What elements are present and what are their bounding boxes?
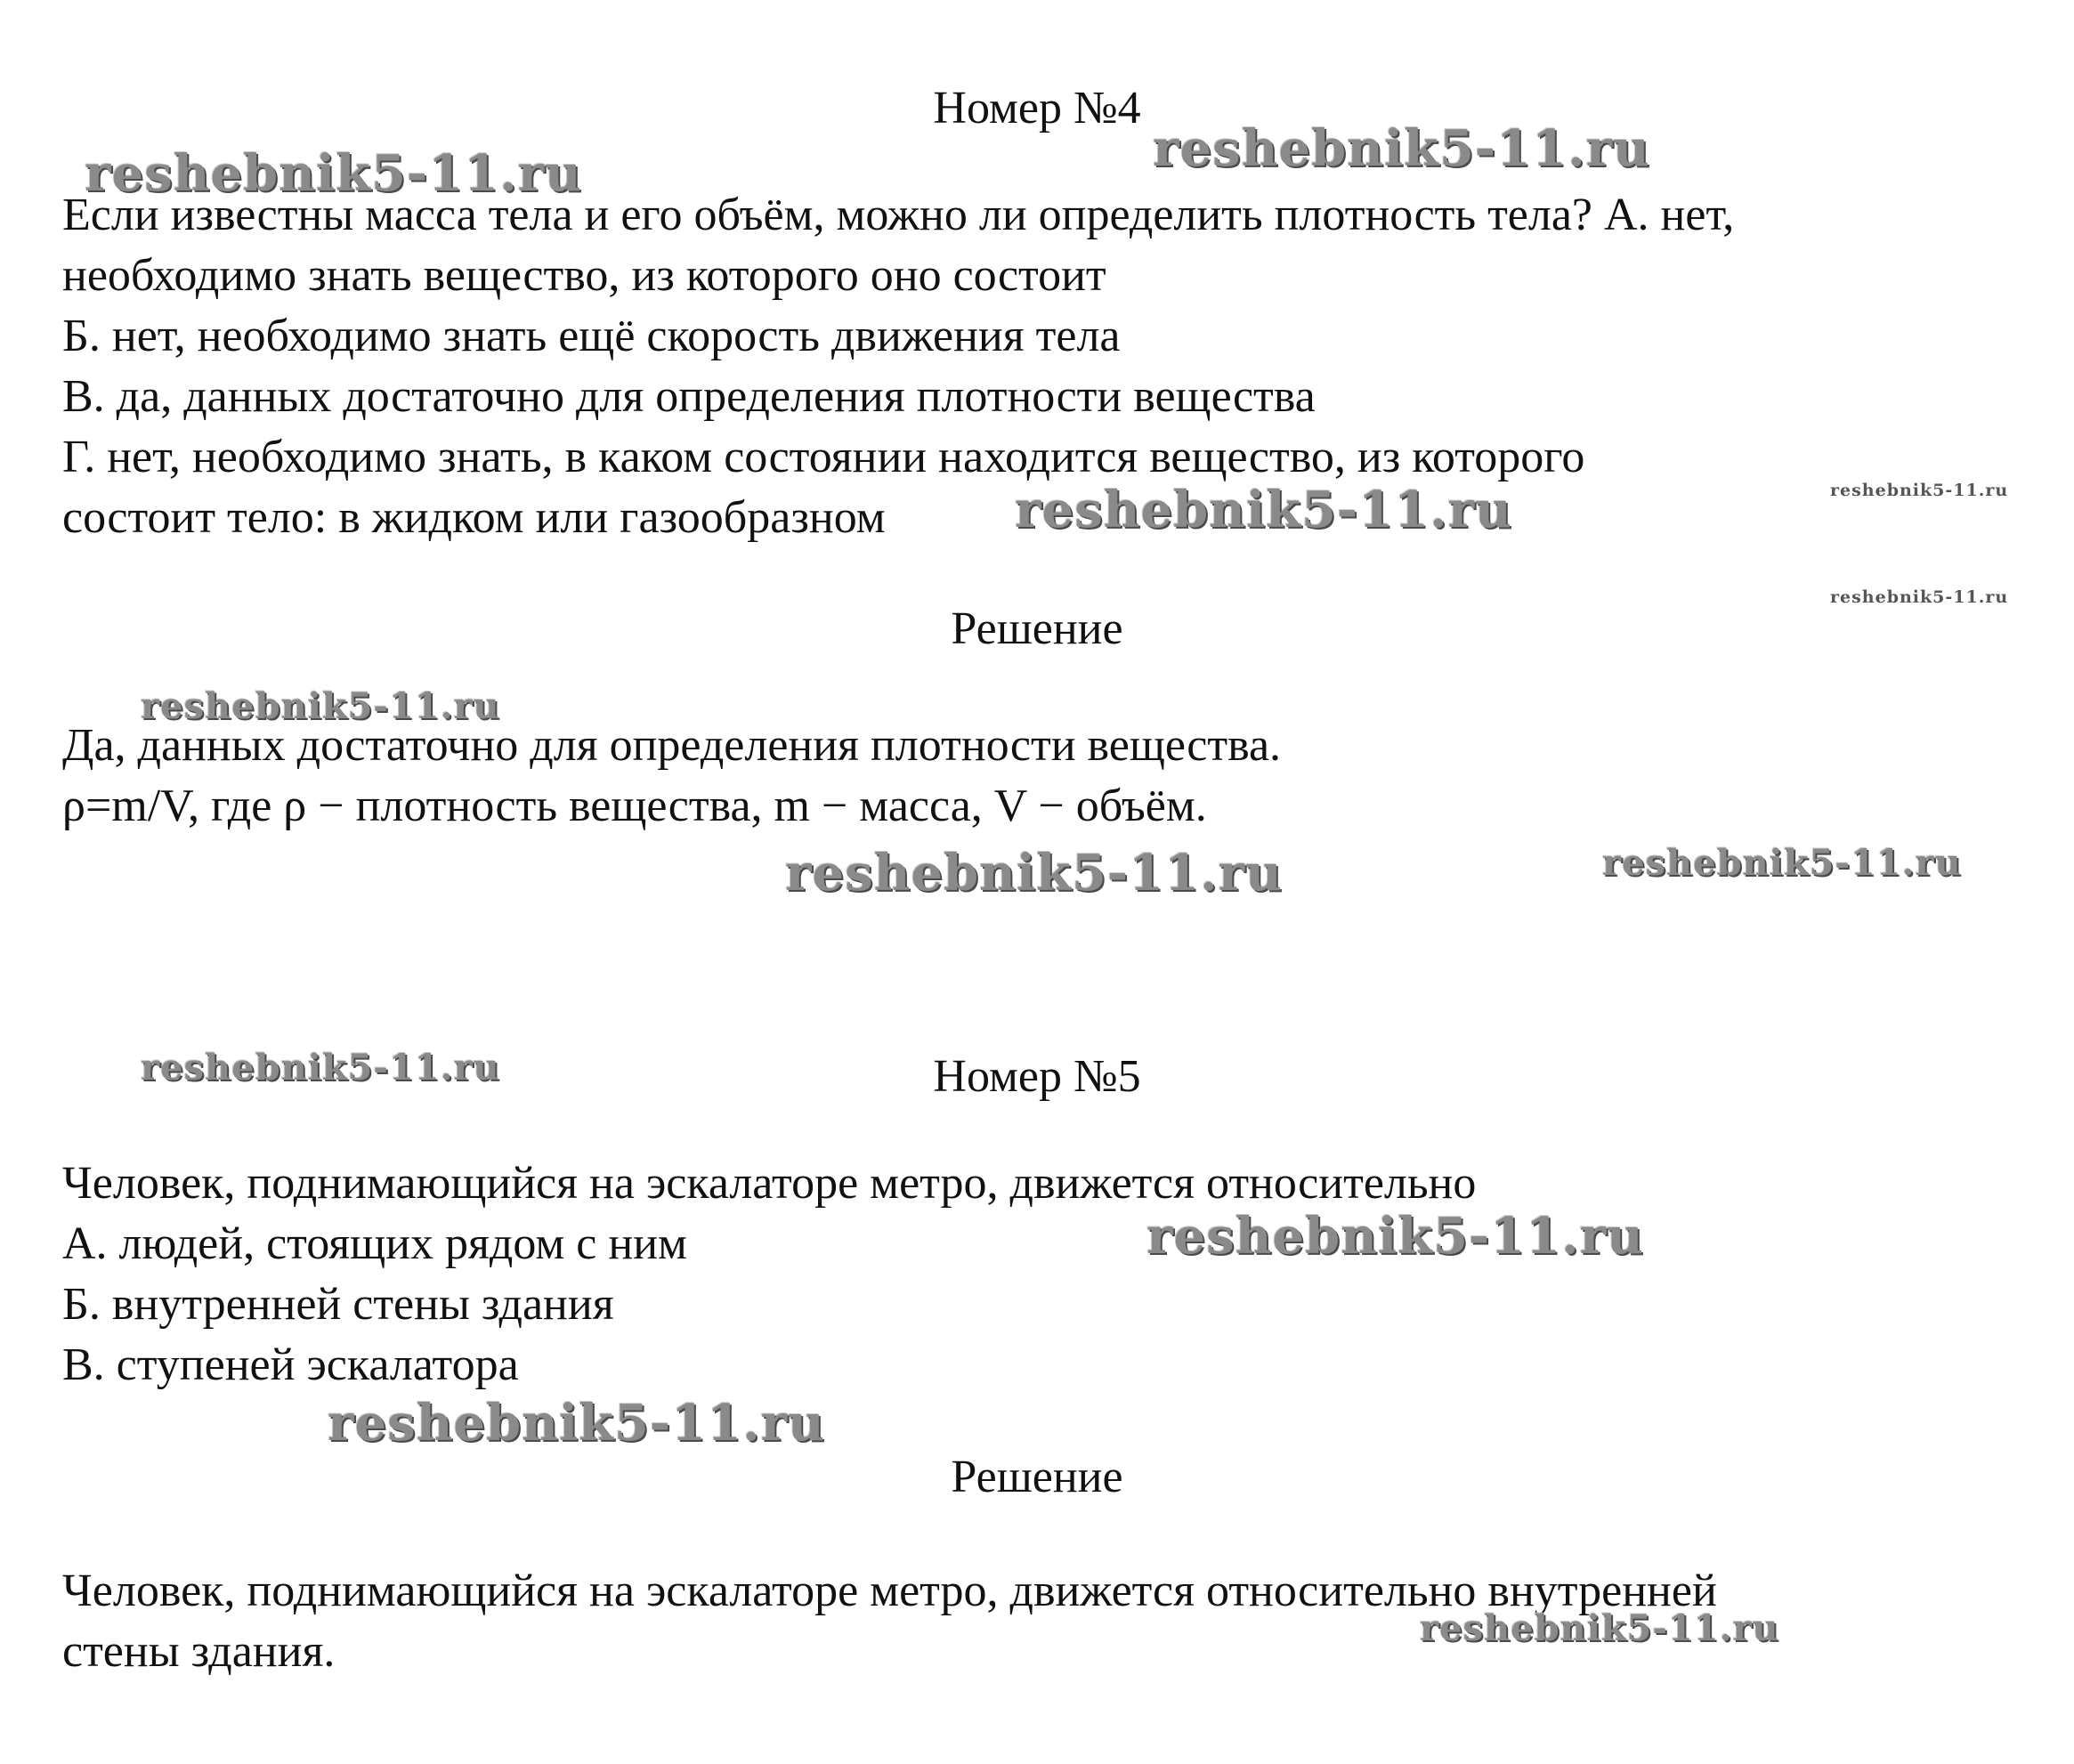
task4-solution-heading: Решение [951,603,1123,654]
task5-option-v: В. ступеней эскалатора [62,1339,519,1390]
watermark: reshebnik5-11.ru [785,844,1283,902]
watermark: reshebnik5-11.ru [1015,481,1512,539]
watermark: reshebnik5-11.ru [141,1047,500,1088]
watermark: reshebnik5-11.ru [1602,842,1962,884]
watermark: reshebnik5-11.ru [1420,1607,1779,1649]
task4-heading: Номер №4 [933,83,1141,134]
task4-question-line: необходимо знать вещество, из которого оно состоит [62,250,1106,301]
task4-formula-line: ρ=m/V, где ρ − плотность вещества, m − масса, V − объём. [62,781,1207,831]
watermark: reshebnik5-11.ru [328,1394,825,1452]
task4-option-v: В. да, данных достаточно для определения плотности вещества [62,371,1316,422]
watermark: reshebnik5-11.ru [1830,481,2009,500]
watermark: reshebnik5-11.ru [85,144,582,203]
watermark: reshebnik5-11.ru [1830,587,2009,607]
task5-solution-line: Человек, поднимающийся на эскалаторе метро, движется относительно внутренней [62,1566,1717,1616]
task5-solution-line-cont: стены здания. [62,1626,336,1677]
task5-solution-heading: Решение [951,1452,1123,1502]
task5-question-line: Человек, поднимающийся на эскалаторе метро, движется относительно [62,1158,1477,1209]
watermark: reshebnik5-11.ru [1153,119,1650,178]
task4-option-g: Г. нет, необходимо знать, в каком состоянии находится вещество, из которого [62,432,1585,482]
task5-option-b: Б. внутренней стены здания [62,1279,614,1330]
task4-option-g-cont: состоит тело: в жидком или газообразном [62,492,886,543]
task5-option-a: А. людей, стоящих рядом с ним [62,1218,687,1269]
task5-heading: Номер №5 [933,1051,1141,1102]
task4-option-b: Б. нет, необходимо знать ещё скорость движения тела [62,311,1121,361]
task4-question-line: Если известны масса тела и его объём, можно ли определить плотность тела? А. нет, [62,190,1735,240]
watermark: reshebnik5-11.ru [1146,1207,1644,1266]
task4-solution-line: Да, данных достаточно для определения плотности вещества. [62,720,1282,771]
watermark: reshebnik5-11.ru [141,685,500,727]
